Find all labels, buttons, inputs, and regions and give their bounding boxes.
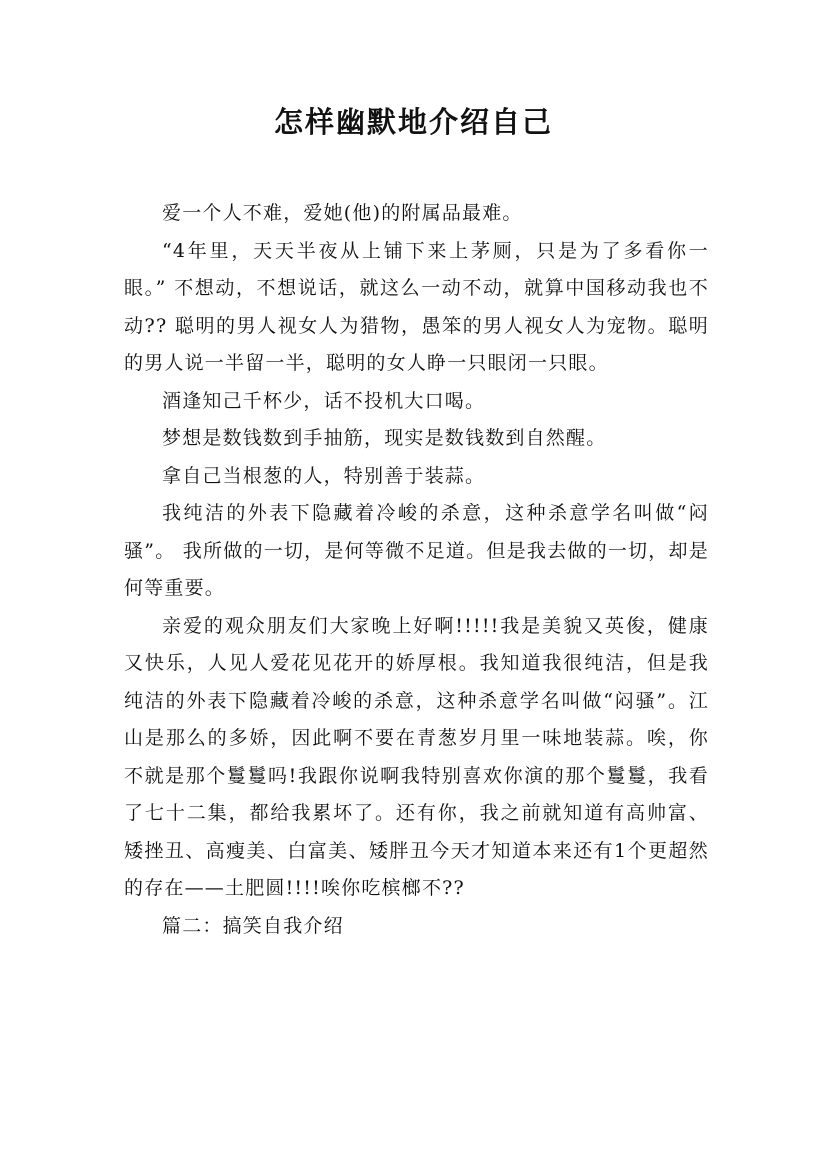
paragraph: 拿自己当根葱的人，特别善于装蒜。 [162,464,486,487]
paragraph: 梦想是数钱数到手抽筋，现实是数钱数到自然醒。 [162,427,607,449]
paragraph: 我纯洁的外表下隐藏着冷峻的杀意，这种杀意学名叫做“闷骚”。 我所做的一切，是何等微不足道。但是我去做的一切，却是何等重要。 [124,502,709,599]
paragraph: 酒逢知己千杯少，话不投机大口喝。 [162,389,486,412]
document-body [124,195,709,945]
paragraph: 亲爱的观众朋友们大家晚上好啊!!!!!我是美貌又英俊，健康又快乐，人见人爱花见花开的娇厚根。我知道我很纯洁，但是我纯洁的外表下隐藏着冷峻的杀意，这种杀意学名叫做“闷骚”。江山是那么的多娇，因此啊不要在青葱岁月里一味地装蒜。唉，你不就是那个鬘鬘吗!我跟你说啊我特别喜欢你演的那个鬘鬘，我看了七十二集，都给我累坏了。还有你，我之前就知道有高帅富、矮挫丑、高瘦美、白富美、矮胖丑今天才知道本来还有1个更超然的存在——土肥圆!!!!唉你吃槟榔不?? [124,614,709,899]
paragraph: 爱一个人不难，爱她(他)的附属品最难。 [162,202,523,224]
document-title: 怎样幽默地介绍自己 [273,105,553,139]
paragraph: “4年里，天天半夜从上铺下来上茅厕，只是为了多看你一眼。” 不想动，不想说话，就这么一动不动，就算中国移动我也不动?? 聪明的男人视女人为猎物，愚笨的男人视女人为宠物。聪明的男人说一半留一半，聪明的女人睁一只眼闭一只眼。 [124,239,709,374]
section-heading: 篇二：搞笑自我介绍 [162,914,344,937]
